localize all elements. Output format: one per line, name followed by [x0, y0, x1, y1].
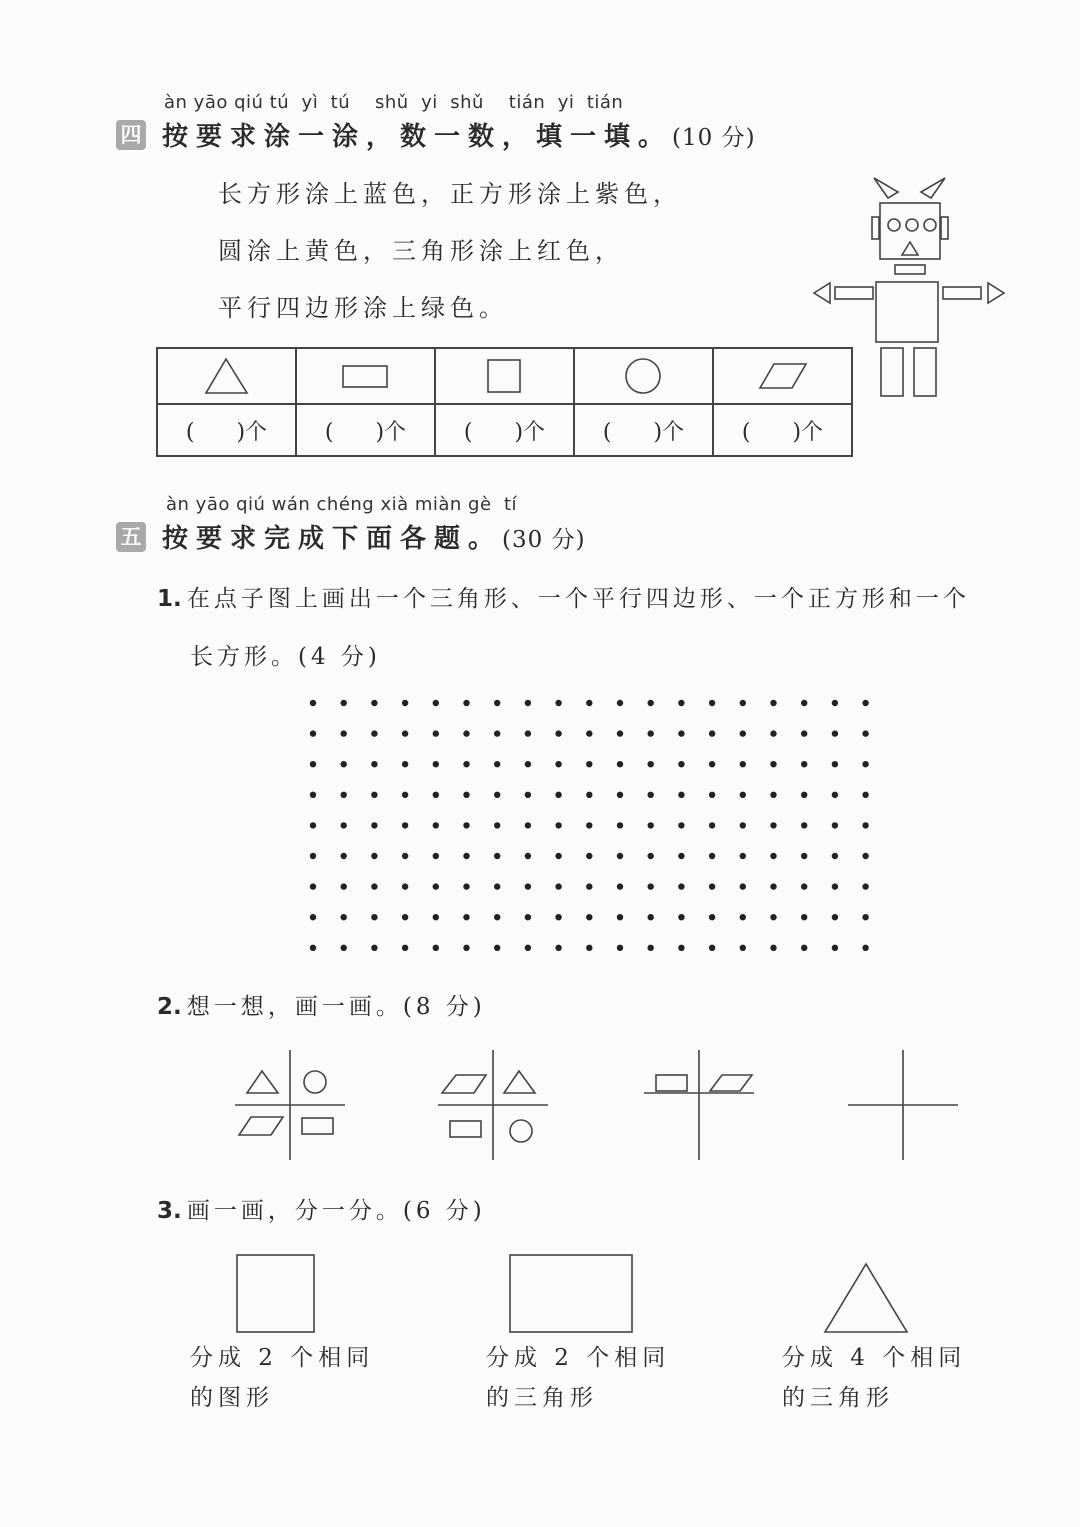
- caption-square: [190, 1338, 374, 1418]
- grid-dot[interactable]: [678, 730, 684, 736]
- grid-dot[interactable]: [617, 792, 623, 798]
- caption-rectangle: [486, 1338, 670, 1418]
- grid-dot[interactable]: [648, 792, 654, 798]
- grid-dot[interactable]: [709, 792, 715, 798]
- grid-dot[interactable]: [555, 945, 561, 951]
- question-1-number: 1.: [157, 586, 182, 612]
- grid-dot[interactable]: [740, 853, 746, 859]
- parallelogram-icon: [239, 1117, 283, 1135]
- question-3: [157, 1192, 486, 1225]
- parallelogram-icon: [710, 1075, 752, 1091]
- grid-dot[interactable]: [832, 730, 838, 736]
- grid-dot[interactable]: [494, 945, 500, 951]
- question-2: [157, 988, 486, 1021]
- grid-dot[interactable]: [740, 730, 746, 736]
- grid-dot[interactable]: [555, 700, 561, 706]
- pattern-sequence: [225, 1045, 970, 1170]
- answer-cell-square[interactable]: ( )个: [435, 404, 574, 456]
- grid-dot[interactable]: [310, 945, 316, 951]
- grid-dot[interactable]: [678, 945, 684, 951]
- grid-dot[interactable]: [433, 700, 439, 706]
- grid-dot[interactable]: [402, 883, 408, 889]
- grid-dot[interactable]: [678, 761, 684, 767]
- caption-rectangle-line1: 分成 2 个相同: [486, 1345, 671, 1371]
- grid-dot[interactable]: [770, 914, 776, 920]
- grid-dot[interactable]: [586, 853, 592, 859]
- grid-dot[interactable]: [463, 945, 469, 951]
- grid-dot[interactable]: [648, 914, 654, 920]
- grid-dot[interactable]: [617, 945, 623, 951]
- grid-dot[interactable]: [310, 761, 316, 767]
- grid-dot[interactable]: [832, 853, 838, 859]
- grid-dot[interactable]: [770, 761, 776, 767]
- question-3-number: 3.: [157, 1198, 182, 1224]
- grid-dot[interactable]: [494, 883, 500, 889]
- grid-dot[interactable]: [709, 945, 715, 951]
- grid-dot[interactable]: [801, 883, 807, 889]
- grid-dot[interactable]: [341, 945, 347, 951]
- grid-dot[interactable]: [586, 730, 592, 736]
- robot-leg-right: [914, 348, 936, 396]
- question-1-text: 在点子图上画出一个三角形、一个平行四边形、一个正方形和一个: [186, 586, 970, 612]
- grid-dot[interactable]: [770, 883, 776, 889]
- grid-dot[interactable]: [463, 853, 469, 859]
- grid-dot[interactable]: [433, 883, 439, 889]
- rectangle-to-divide[interactable]: [510, 1255, 632, 1332]
- grid-dot[interactable]: [586, 945, 592, 951]
- grid-dot[interactable]: [525, 883, 531, 889]
- grid-dot[interactable]: [648, 700, 654, 706]
- grid-dot[interactable]: [740, 822, 746, 828]
- grid-dot[interactable]: [525, 945, 531, 951]
- table-row: [157, 348, 852, 404]
- grid-dot[interactable]: [555, 761, 561, 767]
- grid-dot[interactable]: [709, 822, 715, 828]
- grid-dot[interactable]: [371, 853, 377, 859]
- grid-dot[interactable]: [832, 822, 838, 828]
- grid-dot[interactable]: [678, 792, 684, 798]
- section4-points: (10 分): [672, 125, 756, 151]
- robot-body: [876, 282, 938, 342]
- rectangle-icon: [297, 349, 434, 403]
- section5-badge: 五: [116, 522, 146, 552]
- grid-dot[interactable]: [740, 945, 746, 951]
- grid-dot[interactable]: [801, 700, 807, 706]
- section5-pinyin: àn yāo qiú wán chéng xià miàn gè tí: [166, 494, 518, 515]
- robot-side-right: [941, 217, 948, 239]
- grid-dot[interactable]: [555, 792, 561, 798]
- grid-dot[interactable]: [740, 914, 746, 920]
- grid-dot[interactable]: [709, 853, 715, 859]
- grid-dot[interactable]: [678, 914, 684, 920]
- section5-title: [162, 518, 586, 555]
- question-1: [157, 580, 970, 613]
- grid-dot[interactable]: [341, 761, 347, 767]
- triangle-icon: [504, 1071, 535, 1093]
- grid-dot[interactable]: [709, 700, 715, 706]
- robot-leg-left: [881, 348, 903, 396]
- grid-dot[interactable]: [617, 853, 623, 859]
- grid-dot[interactable]: [862, 914, 868, 920]
- question-3-text: 画一画，分一分。(6 分): [186, 1198, 486, 1224]
- grid-dot[interactable]: [310, 700, 316, 706]
- circle-icon: [304, 1071, 326, 1093]
- grid-dot[interactable]: [862, 945, 868, 951]
- grid-dot[interactable]: [740, 761, 746, 767]
- grid-dot[interactable]: [832, 792, 838, 798]
- instruction-line-2: 圆涂上黄色，三角形涂上红色，: [218, 237, 624, 265]
- grid-dot[interactable]: [586, 792, 592, 798]
- robot-arm-right: [943, 287, 981, 299]
- grid-dot[interactable]: [648, 761, 654, 767]
- square-to-divide[interactable]: [237, 1255, 314, 1332]
- grid-dot[interactable]: [402, 914, 408, 920]
- grid-dot[interactable]: [648, 853, 654, 859]
- robot-nose: [902, 242, 918, 255]
- caption-triangle-line1: 分成 4 个相同: [782, 1345, 967, 1371]
- grid-dot[interactable]: [862, 761, 868, 767]
- table-cell-circle: [574, 348, 713, 404]
- grid-dot[interactable]: [341, 700, 347, 706]
- section4-pinyin: àn yāo qiú tú yì tú shǔ yi shǔ tián yi tián: [164, 92, 624, 113]
- pattern-grid-3: [644, 1050, 754, 1160]
- grid-dot[interactable]: [555, 822, 561, 828]
- grid-dot[interactable]: [371, 914, 377, 920]
- grid-dot[interactable]: [433, 822, 439, 828]
- grid-dot[interactable]: [310, 883, 316, 889]
- shape-count-table: [156, 347, 853, 457]
- grid-dot[interactable]: [801, 822, 807, 828]
- grid-dot[interactable]: [494, 914, 500, 920]
- grid-dot[interactable]: [371, 945, 377, 951]
- grid-dot[interactable]: [770, 945, 776, 951]
- grid-dot[interactable]: [832, 761, 838, 767]
- grid-dot[interactable]: [801, 730, 807, 736]
- answer-cell-rectangle[interactable]: ( )个: [296, 404, 435, 456]
- grid-dot[interactable]: [402, 792, 408, 798]
- grid-dot[interactable]: [678, 883, 684, 889]
- rectangle-icon: [656, 1075, 687, 1091]
- grid-dot[interactable]: [402, 853, 408, 859]
- grid-dot[interactable]: [740, 883, 746, 889]
- grid-dot[interactable]: [371, 822, 377, 828]
- grid-dot[interactable]: [555, 853, 561, 859]
- grid-dot[interactable]: [770, 792, 776, 798]
- grid-dot[interactable]: [494, 853, 500, 859]
- grid-dot[interactable]: [433, 945, 439, 951]
- grid-dot[interactable]: [494, 761, 500, 767]
- grid-dot[interactable]: [617, 761, 623, 767]
- grid-dot[interactable]: [433, 792, 439, 798]
- grid-dot[interactable]: [617, 730, 623, 736]
- grid-dot[interactable]: [709, 730, 715, 736]
- grid-dot[interactable]: [463, 883, 469, 889]
- instruction-line-1: 长方形涂上蓝色，正方形涂上紫色，: [218, 180, 682, 208]
- grid-dot[interactable]: [678, 822, 684, 828]
- grid-dot[interactable]: [433, 730, 439, 736]
- triangle-to-divide[interactable]: [825, 1264, 907, 1332]
- robot-hand-left: [814, 283, 830, 303]
- grid-dot[interactable]: [310, 853, 316, 859]
- table-cell-square: [435, 348, 574, 404]
- caption-square-line1: 分成 2 个相同: [190, 1345, 375, 1371]
- grid-dot[interactable]: [832, 700, 838, 706]
- grid-dot[interactable]: [586, 700, 592, 706]
- table-cell-parallelogram: [713, 348, 852, 404]
- grid-dot[interactable]: [402, 945, 408, 951]
- grid-dot[interactable]: [402, 822, 408, 828]
- division-shapes[interactable]: [225, 1250, 925, 1340]
- circle-icon: [510, 1120, 532, 1142]
- grid-dot[interactable]: [740, 700, 746, 706]
- grid-dot[interactable]: [770, 700, 776, 706]
- section4-title: [162, 116, 756, 153]
- grid-dot[interactable]: [678, 700, 684, 706]
- grid-dot[interactable]: [371, 883, 377, 889]
- grid-dot[interactable]: [463, 730, 469, 736]
- answer-cell-parallelogram[interactable]: ( )个: [713, 404, 852, 456]
- rectangle-icon: [302, 1118, 333, 1134]
- caption-triangle-line2: 的三角形: [782, 1385, 894, 1411]
- grid-dot[interactable]: [586, 761, 592, 767]
- grid-dot[interactable]: [310, 822, 316, 828]
- robot-hand-right: [988, 283, 1004, 303]
- section5-title-text: 按要求完成下面各题。: [162, 524, 503, 554]
- section5-points: (30 分): [502, 527, 586, 553]
- grid-dot[interactable]: [770, 853, 776, 859]
- grid-dot[interactable]: [770, 730, 776, 736]
- grid-dot[interactable]: [617, 822, 623, 828]
- grid-dot[interactable]: [678, 853, 684, 859]
- grid-dot[interactable]: [310, 792, 316, 798]
- grid-dot[interactable]: [494, 730, 500, 736]
- grid-dot[interactable]: [801, 761, 807, 767]
- robot-eye-left: [888, 219, 900, 231]
- grid-dot[interactable]: [371, 730, 377, 736]
- grid-dot[interactable]: [371, 700, 377, 706]
- answer-cell-circle[interactable]: ( )个: [574, 404, 713, 456]
- table-row: [157, 404, 852, 456]
- grid-dot[interactable]: [463, 700, 469, 706]
- dot-grid[interactable]: [300, 690, 880, 960]
- section4-badge: 四: [116, 120, 146, 150]
- grid-dot[interactable]: [341, 822, 347, 828]
- square-icon: [436, 349, 573, 403]
- grid-dot[interactable]: [648, 822, 654, 828]
- grid-dot[interactable]: [709, 761, 715, 767]
- grid-dot[interactable]: [341, 883, 347, 889]
- grid-dot[interactable]: [862, 822, 868, 828]
- grid-dot[interactable]: [801, 853, 807, 859]
- grid-dot[interactable]: [525, 700, 531, 706]
- grid-dot[interactable]: [402, 730, 408, 736]
- grid-dot[interactable]: [463, 914, 469, 920]
- grid-dot[interactable]: [525, 822, 531, 828]
- robot-ear-right: [921, 178, 945, 198]
- grid-dot[interactable]: [555, 730, 561, 736]
- grid-dot[interactable]: [525, 792, 531, 798]
- caption-rectangle-line2: 的三角形: [486, 1385, 598, 1411]
- grid-dot[interactable]: [862, 853, 868, 859]
- grid-dot[interactable]: [341, 914, 347, 920]
- grid-dot[interactable]: [525, 853, 531, 859]
- grid-dot[interactable]: [402, 700, 408, 706]
- robot-eye-middle: [906, 219, 918, 231]
- grid-dot[interactable]: [433, 914, 439, 920]
- grid-dot[interactable]: [617, 914, 623, 920]
- grid-dot[interactable]: [832, 883, 838, 889]
- grid-dot[interactable]: [371, 792, 377, 798]
- caption-square-line2: 的图形: [190, 1385, 274, 1411]
- grid-dot[interactable]: [555, 883, 561, 889]
- grid-dot[interactable]: [862, 700, 868, 706]
- triangle-icon: [158, 349, 295, 403]
- grid-dot[interactable]: [709, 883, 715, 889]
- pattern-grid-2: [438, 1050, 548, 1160]
- grid-dot[interactable]: [494, 700, 500, 706]
- grid-dot[interactable]: [648, 945, 654, 951]
- robot-side-left: [872, 217, 879, 239]
- grid-dot[interactable]: [617, 883, 623, 889]
- grid-dot[interactable]: [862, 730, 868, 736]
- grid-dot[interactable]: [433, 853, 439, 859]
- pattern-grid-1: [235, 1050, 345, 1160]
- robot-neck: [895, 265, 925, 274]
- grid-dot[interactable]: [525, 761, 531, 767]
- grid-dot[interactable]: [801, 792, 807, 798]
- grid-dot[interactable]: [494, 792, 500, 798]
- grid-dot[interactable]: [832, 945, 838, 951]
- grid-dot[interactable]: [801, 945, 807, 951]
- grid-dot[interactable]: [433, 761, 439, 767]
- grid-dot[interactable]: [862, 883, 868, 889]
- grid-dot[interactable]: [586, 822, 592, 828]
- grid-dot[interactable]: [310, 914, 316, 920]
- grid-dot[interactable]: [648, 730, 654, 736]
- robot-eye-right: [924, 219, 936, 231]
- caption-triangle: [782, 1338, 966, 1418]
- question-2-text: 想一想，画一画。(8 分): [186, 994, 486, 1020]
- grid-dot[interactable]: [341, 792, 347, 798]
- section4-title-text: 按要求涂一涂，数一数，填一填。: [162, 122, 673, 152]
- grid-dot[interactable]: [402, 761, 408, 767]
- grid-dot[interactable]: [463, 792, 469, 798]
- parallelogram-icon: [714, 349, 851, 403]
- parallelogram-icon: [442, 1075, 486, 1093]
- grid-dot[interactable]: [709, 914, 715, 920]
- grid-dot[interactable]: [525, 914, 531, 920]
- rectangle-icon: [450, 1121, 481, 1137]
- question-1-text-line2: 长方形。(4 分): [190, 644, 381, 670]
- grid-dot[interactable]: [494, 822, 500, 828]
- grid-dot[interactable]: [310, 730, 316, 736]
- grid-dot[interactable]: [586, 914, 592, 920]
- grid-dot[interactable]: [341, 853, 347, 859]
- pattern-grid-4[interactable]: [848, 1050, 958, 1160]
- robot-arm-left: [835, 287, 873, 299]
- grid-dot[interactable]: [341, 730, 347, 736]
- table-cell-rectangle: [296, 348, 435, 404]
- grid-dot[interactable]: [463, 761, 469, 767]
- grid-dot[interactable]: [770, 822, 776, 828]
- grid-dot[interactable]: [463, 822, 469, 828]
- grid-dot[interactable]: [740, 792, 746, 798]
- grid-dot[interactable]: [525, 730, 531, 736]
- grid-dot[interactable]: [555, 914, 561, 920]
- table-cell-triangle: [157, 348, 296, 404]
- grid-dot[interactable]: [648, 883, 654, 889]
- circle-icon: [575, 349, 712, 403]
- grid-dot[interactable]: [801, 914, 807, 920]
- grid-dot[interactable]: [371, 761, 377, 767]
- grid-dot[interactable]: [617, 700, 623, 706]
- question-2-number: 2.: [157, 994, 182, 1020]
- instruction-line-3: 平行四边形涂上绿色。: [218, 294, 508, 322]
- grid-dot[interactable]: [832, 914, 838, 920]
- grid-dot[interactable]: [862, 792, 868, 798]
- triangle-icon: [247, 1071, 278, 1093]
- robot-ear-left: [874, 178, 898, 198]
- answer-cell-triangle[interactable]: ( )个: [157, 404, 296, 456]
- grid-dot[interactable]: [586, 883, 592, 889]
